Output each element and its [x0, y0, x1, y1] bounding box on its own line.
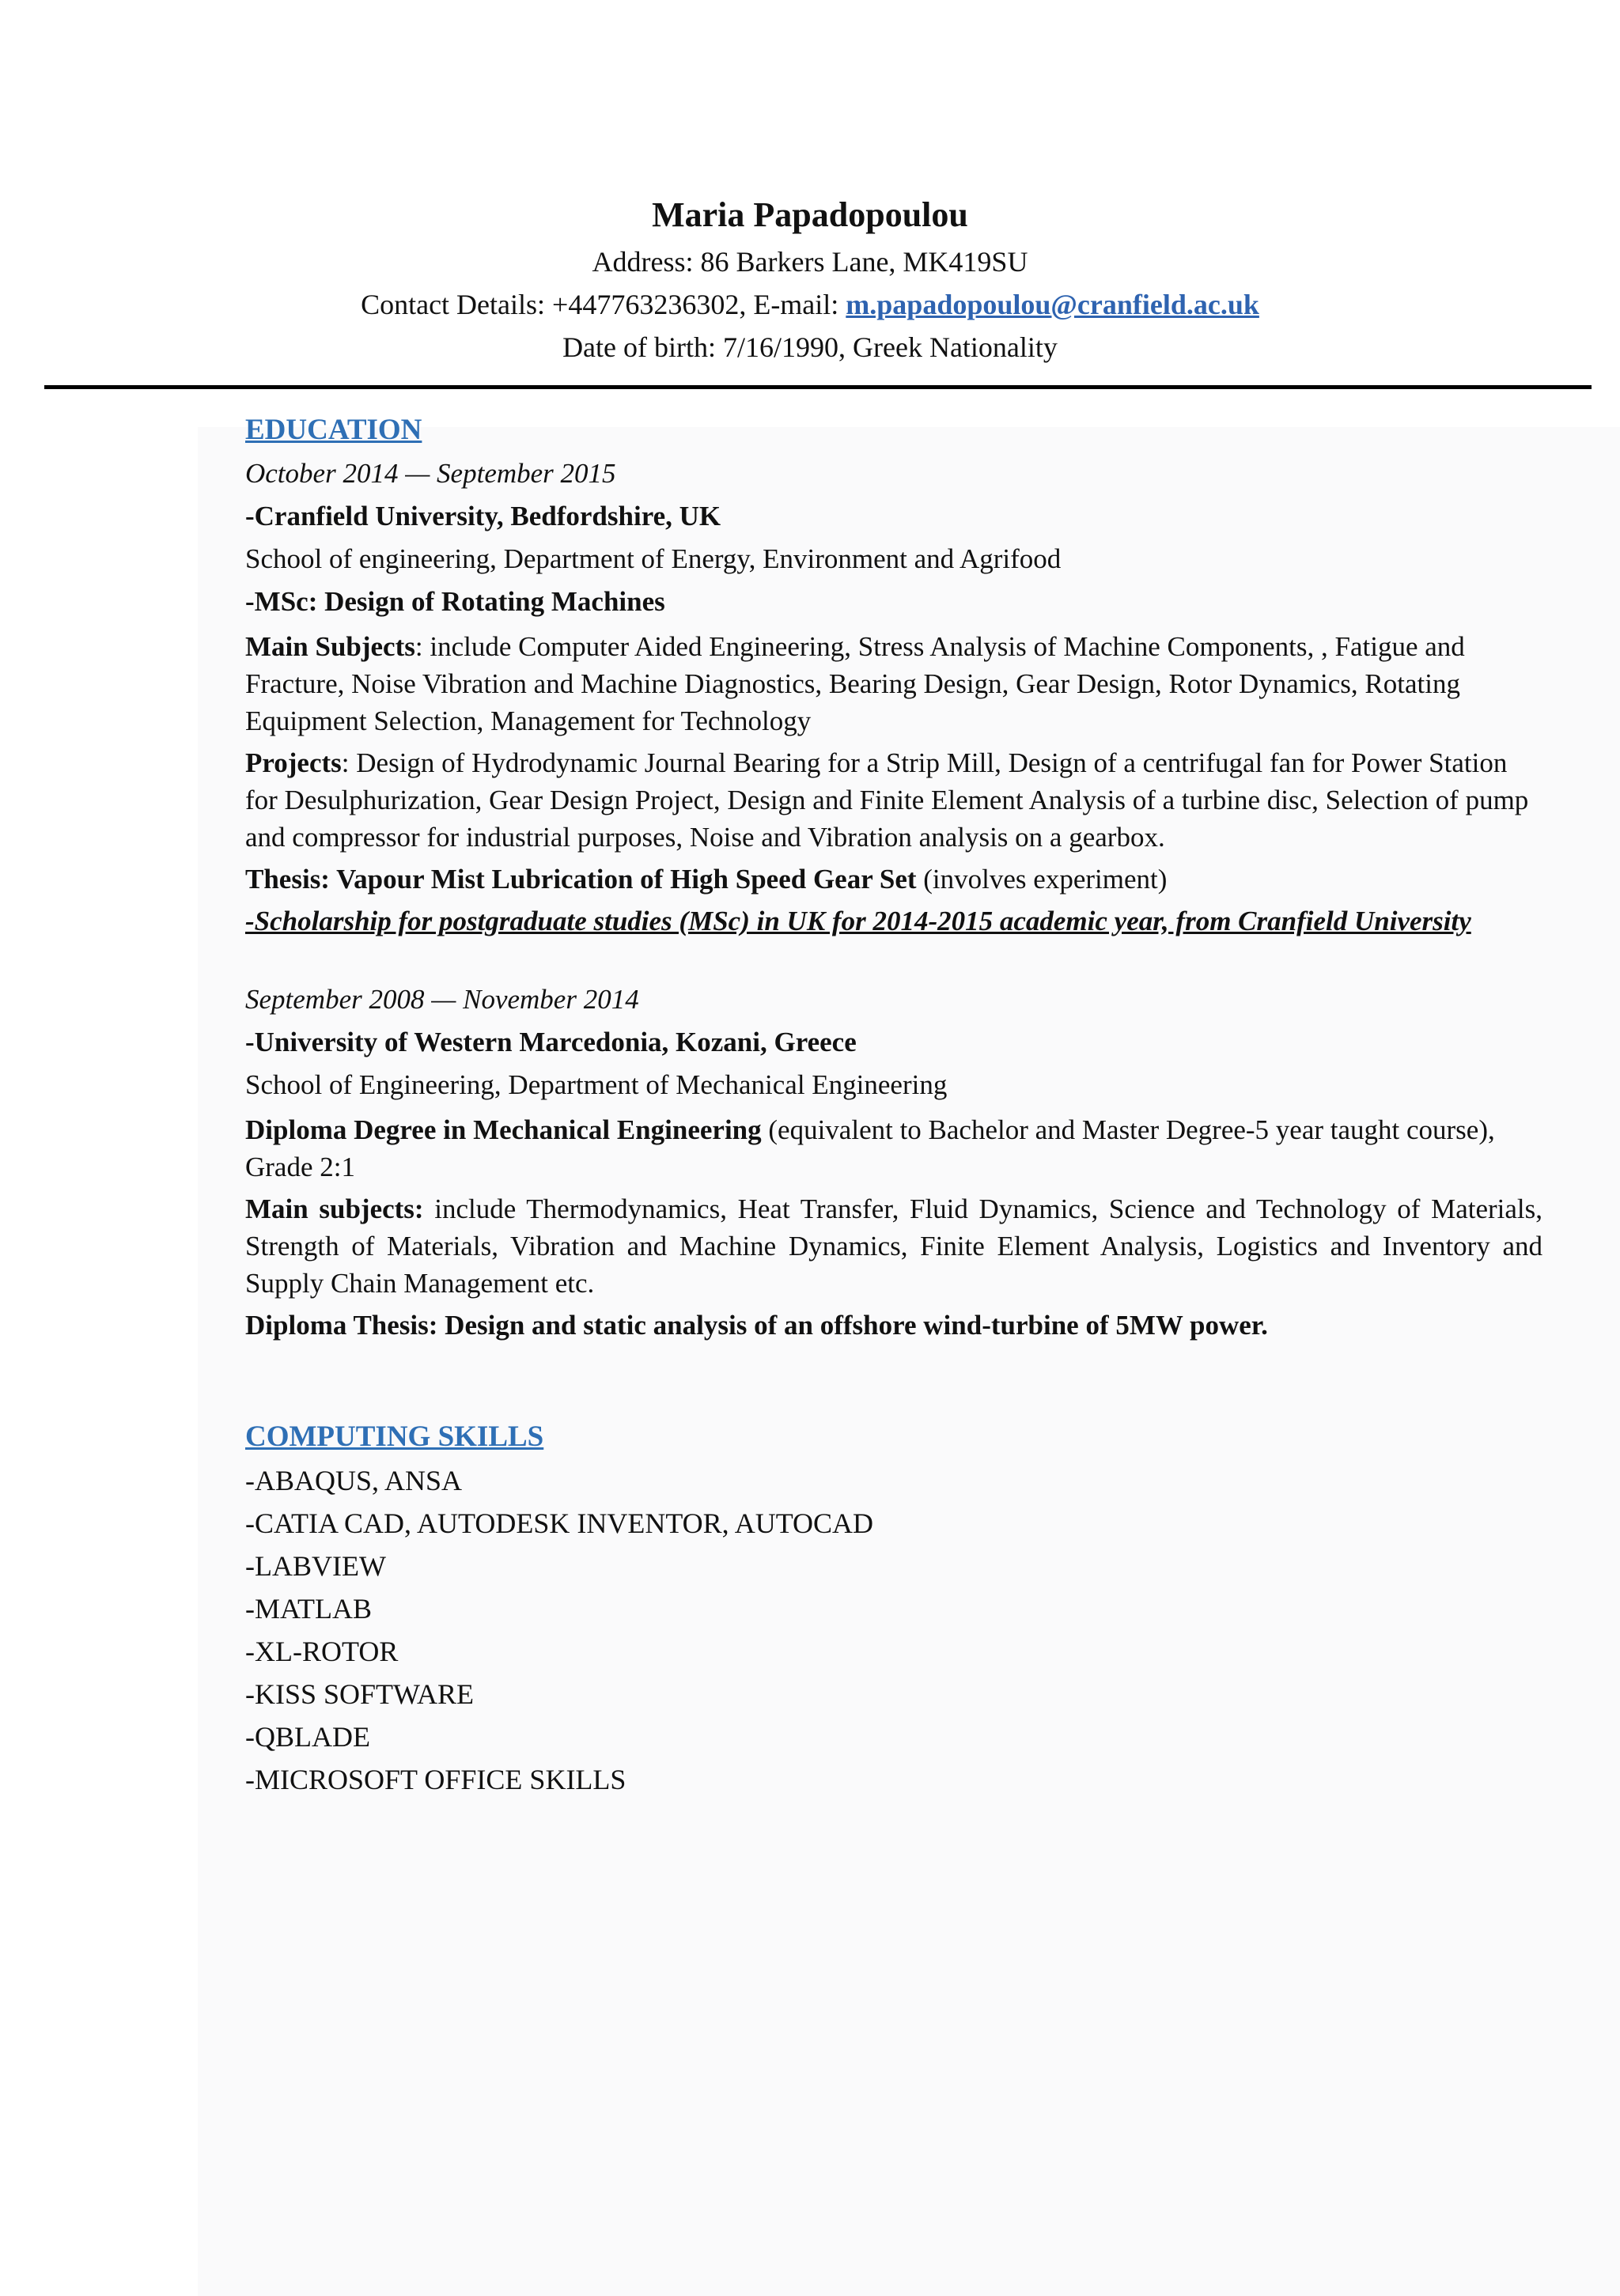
- entry-institution: -University of Western Marcedonia, Kozani, Greece: [245, 1027, 857, 1057]
- skill-item: -CATIA CAD, AUTODESK INVENTOR, AUTOCAD: [245, 1507, 874, 1539]
- entry-spacer: [245, 940, 1542, 978]
- projects-label: Projects: [245, 747, 342, 778]
- thesis-label: Thesis: Vapour Mist Lubrication of High Speed Gear Set: [245, 864, 917, 895]
- education-heading: EDUCATION: [245, 414, 422, 446]
- entry-school: School of Engineering, Department of Mechanical Engineering: [245, 1069, 948, 1100]
- resume-body: [245, 408, 1542, 1801]
- subjects-label: Main subjects:: [245, 1193, 424, 1224]
- birth-line: Date of birth: 7/16/1990, Greek Nationality: [562, 331, 1058, 363]
- contact-details: Contact Details: +447763236302, E-mail:: [361, 289, 846, 320]
- entry-thesis: [245, 861, 1542, 898]
- entry-degree: [245, 1111, 1542, 1186]
- address-line: Address: 86 Barkers Lane, MK419SU: [592, 246, 1028, 278]
- subjects-label: Main Subjects: [245, 631, 415, 662]
- entry-subjects: [245, 628, 1542, 739]
- entry-thesis: Diploma Thesis: Design and static analysis of an offshore wind-turbine of 5MW power.: [245, 1310, 1268, 1341]
- skill-item: -LABVIEW: [245, 1550, 386, 1582]
- entry-dates: October 2014 — September 2015: [245, 458, 616, 489]
- computing-skills-heading: COMPUTING SKILLS: [245, 1420, 544, 1453]
- skill-item: -QBLADE: [245, 1721, 370, 1753]
- subjects-text: : include Computer Aided Engineering, Stress Analysis of Machine Components, , Fatigue and Fracture, Noise Vibration and Machine Diagnostics, Bearing Design, Gear Design, Rotor Dynamics, Rotating Equipment Selection, Management for Technology: [245, 631, 1465, 736]
- entry-scholarship: -Scholarship for postgraduate studies (MSc) in UK for 2014-2015 academic year, from Cranfield University: [245, 906, 1471, 936]
- skills-list: [245, 1459, 1542, 1801]
- skill-item: -MICROSOFT OFFICE SKILLS: [245, 1764, 626, 1795]
- skill-item: -KISS SOFTWARE: [245, 1678, 475, 1710]
- education-entry-msc: [245, 452, 1542, 940]
- entry-subjects: [245, 1190, 1542, 1302]
- subjects-text: include Thermodynamics, Heat Transfer, Fluid Dynamics, Science and Technology of Materials, Strength of Materials, Vibration and Machine Dynamics, Finite Element Analysis, Logistics and Inventory and Supply Chain Management etc.: [245, 1193, 1542, 1299]
- skill-item: -XL-ROTOR: [245, 1636, 399, 1667]
- skill-item: -MATLAB: [245, 1593, 372, 1625]
- education-entry-diploma: [245, 978, 1542, 1344]
- email-link[interactable]: m.papadopoulou@cranfield.ac.uk: [846, 289, 1259, 320]
- entry-dates: September 2008 — November 2014: [245, 984, 639, 1015]
- thesis-text: (involves experiment): [916, 864, 1168, 895]
- entry-degree: -MSc: Design of Rotating Machines: [245, 586, 665, 617]
- header-divider: [44, 385, 1592, 389]
- section-spacer: [245, 1344, 1542, 1415]
- candidate-name: Maria Papadopoulou: [652, 195, 968, 234]
- entry-projects: [245, 744, 1542, 856]
- contact-line: [0, 283, 1620, 326]
- projects-text: : Design of Hydrodynamic Journal Bearing for a Strip Mill, Design of a centrifugal fan for Power Station for Desulphurization, Gear Design Project, Design and Finite Element Analysis of a turbine disc, Selection of pump and compressor for industrial purposes, Noise and Vibration analysis on a gearbox.: [245, 747, 1529, 853]
- degree-text: (equivalent to Bachelor and Master Degree-5 year taught course), Grade 2:1: [245, 1114, 1495, 1182]
- degree-label: Diploma Degree in Mechanical Engineering: [245, 1114, 762, 1145]
- resume-header: [0, 190, 1620, 369]
- skill-item: -ABAQUS, ANSA: [245, 1465, 463, 1496]
- entry-school: School of engineering, Department of Energy, Environment and Agrifood: [245, 543, 1062, 574]
- entry-institution: -Cranfield University, Bedfordshire, UK: [245, 501, 721, 531]
